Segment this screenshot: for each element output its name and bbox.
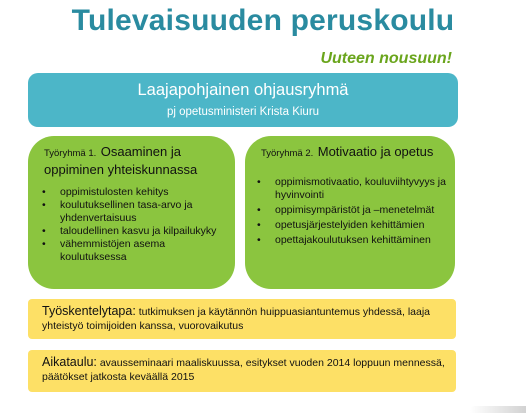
working-group-2-name: Motivaatio ja opetus bbox=[317, 144, 434, 159]
list-item: • oppimisympäristöt ja –menetelmät bbox=[257, 204, 451, 217]
list-item: • oppimistulosten kehitys bbox=[42, 186, 230, 199]
working-group-2-number: Työryhmä 2. bbox=[261, 148, 314, 159]
schedule-label: Aikataulu: bbox=[42, 355, 97, 369]
working-group-1-name: Osaaminen ja oppiminen yhteiskunnassa bbox=[44, 144, 198, 177]
working-group-2-list bbox=[257, 176, 451, 249]
list-item: • opettajakoulutuksen kehittäminen bbox=[257, 234, 451, 247]
schedule-text: avausseminaari maaliskuussa, esitykset vuoden 2014 loppuun mennessä, päätökset jatkosta keväällä 2015 bbox=[42, 357, 445, 383]
working-group-1-number: Työryhmä 1. bbox=[44, 148, 97, 159]
working-method-text: tutkimuksen ja käytännön huippuasiantuntemus yhdessä, laaja yhteistyö toimijoiden kanssa, vuorovaikutus bbox=[42, 306, 431, 332]
working-method-box bbox=[28, 299, 456, 339]
list-item: • vähemmistöjen asema koulutuksessa bbox=[42, 238, 230, 264]
list-item: • taloudellinen kasvu ja kilpailukyky bbox=[42, 225, 230, 238]
list-item: • opetusjärjestelyiden kehittämien bbox=[257, 219, 451, 232]
working-group-1-box bbox=[28, 136, 235, 289]
list-item: • oppimismotivaatio, kouluviihtyvyys ja hyvinvointi bbox=[257, 176, 451, 202]
working-group-2-heading bbox=[261, 144, 445, 162]
steering-group-box bbox=[28, 73, 458, 127]
working-group-2-box bbox=[245, 136, 455, 289]
steering-group-title: Laajapohjainen ohjausryhmä bbox=[137, 81, 349, 99]
schedule-box bbox=[28, 350, 456, 392]
list-item: • koulutuksellinen tasa-arvo ja yhdenvertaisuus bbox=[42, 199, 230, 225]
steering-group-subtitle: pj opetusministeri Krista Kiuru bbox=[166, 106, 320, 118]
working-group-1-heading bbox=[44, 144, 225, 178]
slogan: Uuteen nousuun! bbox=[320, 50, 452, 67]
working-method-label: Työskentelytapa: bbox=[42, 304, 136, 318]
corner-shadow bbox=[470, 406, 526, 413]
working-group-1-list bbox=[42, 186, 230, 264]
page-title: Tulevaisuuden peruskoulu bbox=[71, 4, 455, 37]
